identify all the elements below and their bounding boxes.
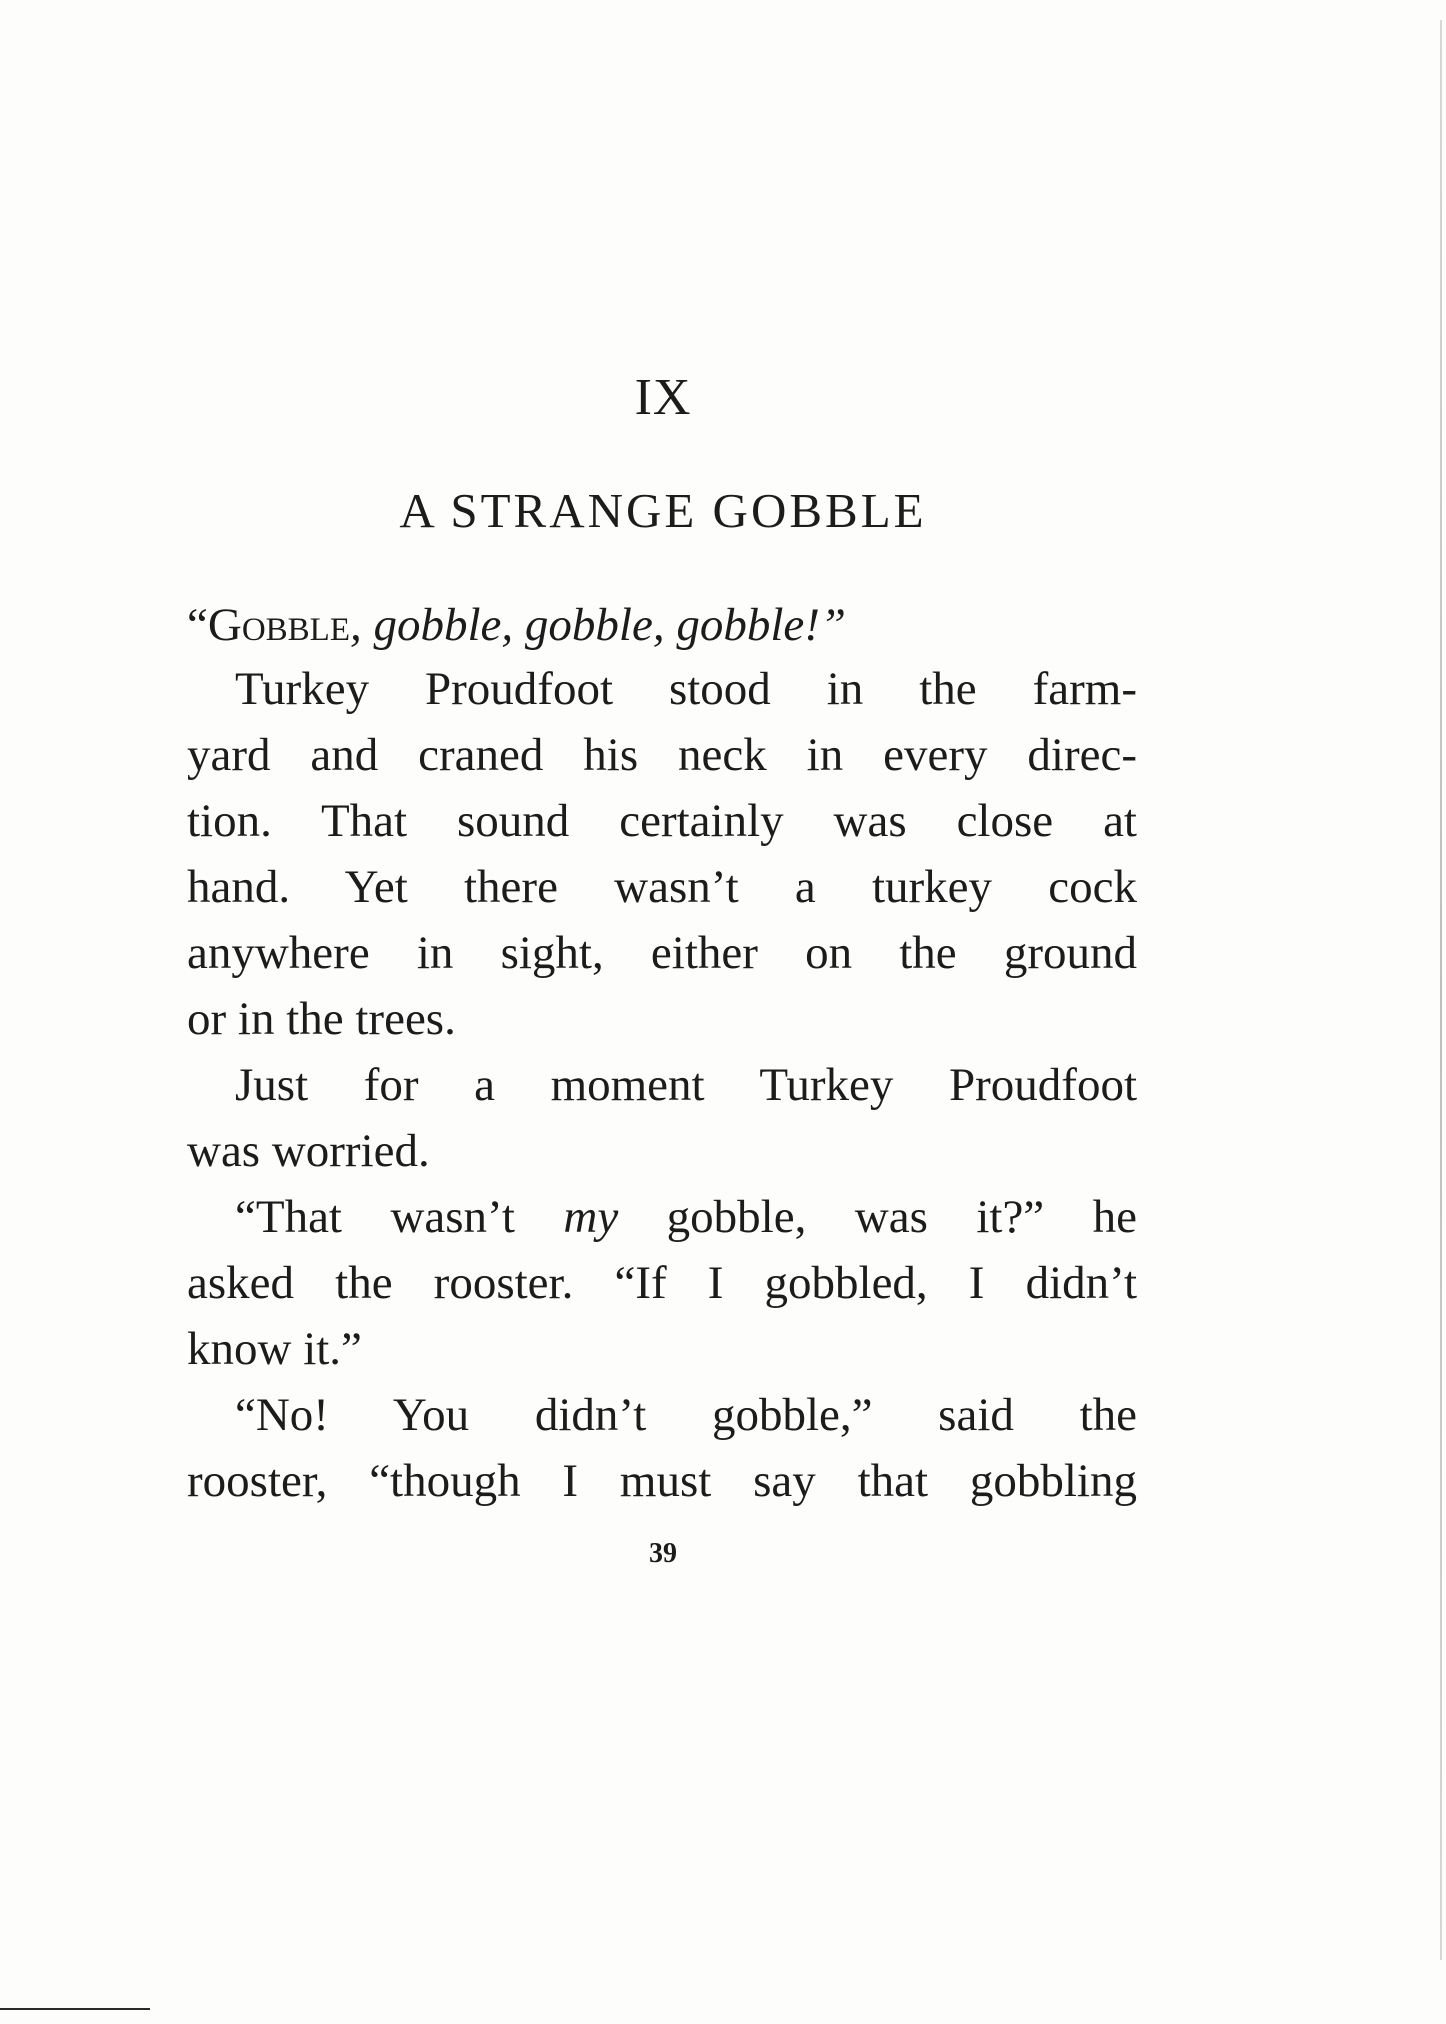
text-line: know it.”	[187, 1323, 362, 1375]
text-line: Just for a moment Turkey Proudfoot	[235, 1059, 1137, 1111]
text-line: rooster, “though I must say that gobbling	[187, 1455, 1137, 1507]
chapter-number: IX	[634, 369, 692, 426]
text-line: anywhere in sight, either on the ground	[187, 927, 1137, 979]
opening-italic: , gobble, gobble, gobble!”	[350, 599, 847, 651]
text-line: asked the rooster. “If I gobbled, I didn’t	[187, 1257, 1137, 1309]
text-run-italic: my	[563, 1191, 619, 1243]
text-line: tion. That sound certainly was close at	[187, 795, 1137, 847]
text-run: “That wasn’t	[235, 1191, 564, 1243]
chapter-title: A STRANGE GOBBLE	[399, 483, 927, 538]
text-line: hand. Yet there wasn’t a turkey cock	[187, 861, 1137, 913]
text-line: yard and craned his neck in every direc-	[187, 729, 1137, 781]
opening-smallcaps: Gobble	[207, 599, 350, 651]
text-line: “No! You didn’t gobble,” said the	[235, 1389, 1137, 1441]
page-number: 39	[649, 1538, 677, 1569]
page-edge-shadow	[1440, 20, 1442, 1960]
text-line: or in the trees.	[187, 993, 456, 1045]
text-line: Turkey Proudfoot stood in the farm-	[235, 663, 1137, 715]
text-line	[187, 1184, 1137, 1250]
body-text	[187, 656, 1137, 1514]
opening-line	[187, 598, 846, 652]
text-run: gobble, was it?” he	[618, 1191, 1137, 1243]
page-corner-mark	[0, 2008, 150, 2010]
text-line: was worried.	[187, 1125, 430, 1177]
opening-quote: “	[187, 599, 208, 651]
